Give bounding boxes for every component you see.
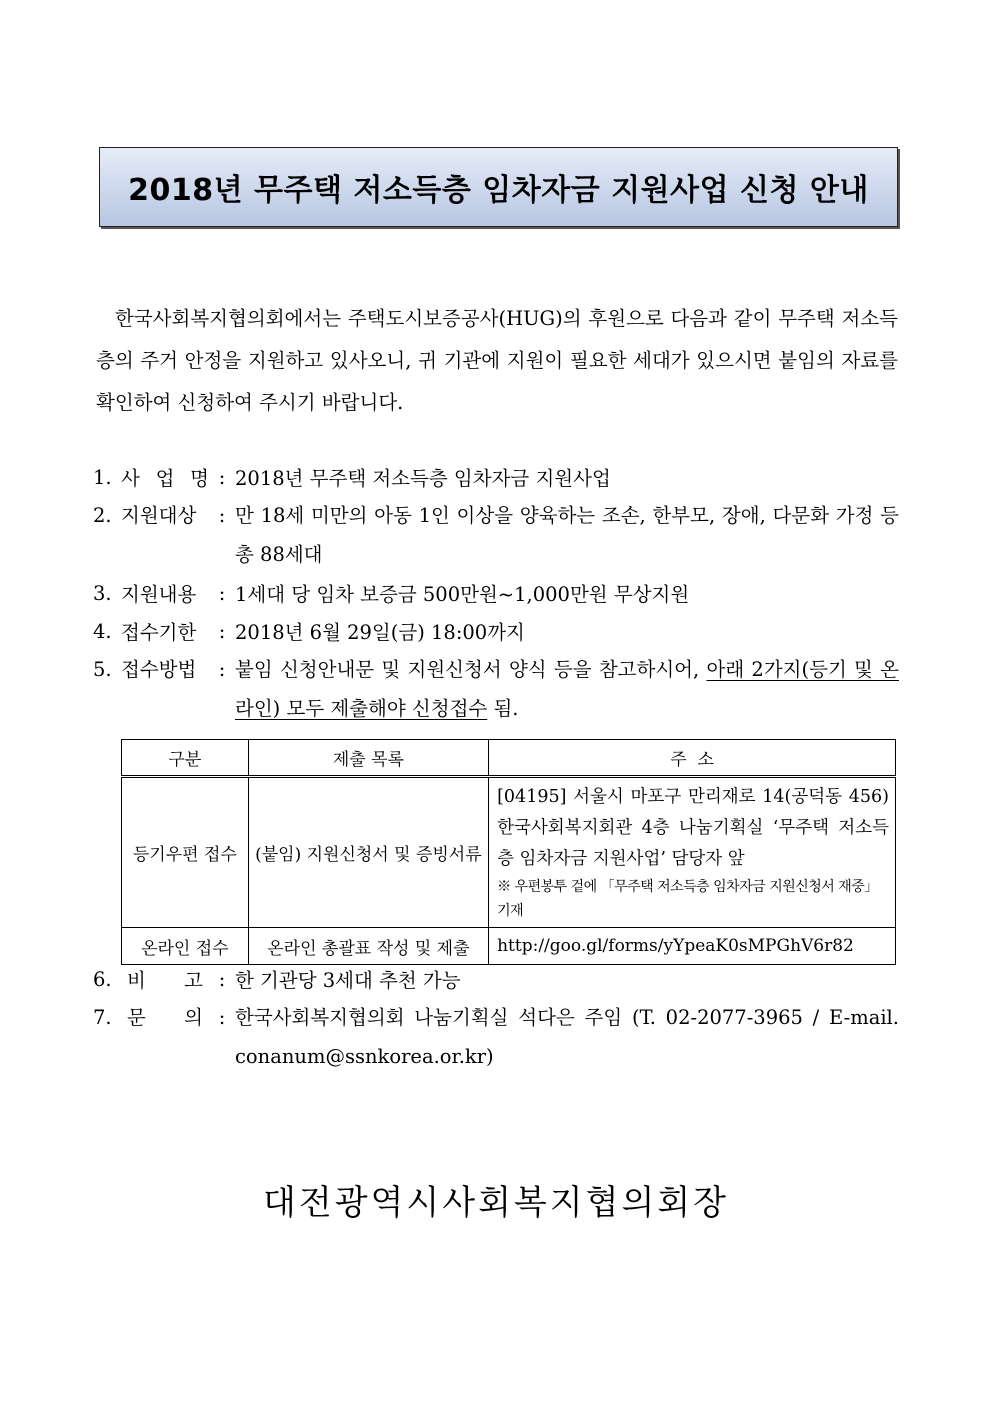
info-label: 접수기한 bbox=[121, 621, 197, 644]
table-cell: 온라인 접수 bbox=[122, 928, 249, 965]
table-header: 구분 bbox=[122, 740, 249, 777]
submission-table bbox=[121, 739, 896, 965]
table-header: 제출 목록 bbox=[248, 740, 488, 777]
info-value: 한 기관당 3세대 추천 가능 bbox=[235, 969, 461, 992]
table-header: 주 소 bbox=[489, 740, 896, 777]
page-title: 2018년 무주택 저소득층 임차자금 지원사업 신청 안내 bbox=[128, 173, 869, 208]
info-value: 붙임 신청안내문 및 지원신청서 양식 등을 참고하시어, 아래 2가지(등기 및 온라인) 모두 제출해야 신청접수 됨. bbox=[235, 658, 899, 720]
info-value: 한국사회복지협의회 나눔기획실 석다은 주임 (T. 02-2077-3965 / E-mail. conanum@ssnkorea.or.kr) bbox=[235, 1006, 899, 1068]
info-label: 비 고 bbox=[127, 969, 203, 992]
info-label: 접수방법 bbox=[121, 658, 197, 681]
underlined-requirement: 아래 2가지(등기 및 온라인) 모두 제출해야 신청접수 bbox=[235, 658, 899, 720]
info-value: 2018년 6월 29일(금) 18:00까지 bbox=[235, 621, 525, 644]
info-item-contact: 7. 문 의 : 한국사회복지협의회 나눔기획실 석다은 주임 (T. 02-2077-3965 / E-mail. conanum@ssnkorea.or.kr) bbox=[93, 998, 899, 1076]
table-cell-address: [04195] 서울시 마포구 만리재로 14(공덕동 456) 한국사회복지회관 4층 나눔기획실 ‘무주택 저소득층 임차자금 지원사업’ 담당자 앞 ※ 우편봉투 겉에 「무주택 저소득층 임차자금 지원신청서 재중」 기재 bbox=[489, 777, 896, 928]
table-row bbox=[122, 928, 896, 965]
online-form-link[interactable]: http://goo.gl/forms/yYpeaK0sMPGhV6r82 bbox=[489, 928, 896, 965]
intro-paragraph: 한국사회복지협의회에서는 주택도시보증공사(HUG)의 후원으로 다음과 같이 무주택 저소득층의 주거 안정을 지원하고 있사오니, 귀 기관에 지원이 필요한 세대가 있으시면 붙임의 자료를 확인하여 신청하여 주시기 바랍니다. bbox=[96, 307, 898, 414]
info-value: 1세대 당 임차 보증금 500만원~1,000만원 무상지원 bbox=[235, 583, 690, 606]
info-label: 지원내용 bbox=[121, 583, 197, 606]
info-value: 만 18세 미만의 아동 1인 이상을 양육하는 조손, 한부모, 장애, 다문화 가정 등 총 88세대 bbox=[235, 504, 899, 566]
issuer-signature: 대전광역시사회복지협의회장 bbox=[263, 1183, 729, 1223]
table-cell: (붙임) 지원신청서 및 증빙서류 bbox=[248, 777, 488, 928]
table-header-row bbox=[122, 740, 896, 777]
info-label: 문 의 bbox=[127, 1006, 203, 1029]
info-item-deadline: 4. 접수기한 : 2018년 6월 29일(금) 18:00까지 bbox=[93, 612, 899, 650]
info-label: 지원대상 bbox=[121, 504, 197, 527]
table-cell: 온라인 총괄표 작성 및 제출 bbox=[248, 928, 488, 965]
title-box bbox=[99, 147, 898, 227]
table-row bbox=[122, 777, 896, 928]
info-list bbox=[93, 458, 899, 728]
info-label: 사 업 명 bbox=[121, 467, 209, 490]
table-cell: 등기우편 접수 bbox=[122, 777, 249, 928]
info-item-remarks: 6. 비 고 : 한 기관당 3세대 추천 가능 bbox=[93, 960, 899, 998]
info-item-target: 2. 지원대상 : 만 18세 미만의 아동 1인 이상을 양육하는 조손, 한부모, 장애, 다문화 가정 등 총 88세대 bbox=[93, 496, 899, 574]
info-value: 2018년 무주택 저소득층 임차자금 지원사업 bbox=[235, 467, 611, 490]
info-list-2 bbox=[93, 960, 899, 1076]
info-item-method: 5. 접수방법 : 붙임 신청안내문 및 지원신청서 양식 등을 참고하시어, 아래 2가지(등기 및 온라인) 모두 제출해야 신청접수 됨. bbox=[93, 650, 899, 728]
info-item-content: 3. 지원내용 : 1세대 당 임차 보증금 500만원~1,000만원 무상지원 bbox=[93, 574, 899, 612]
address-note: ※ 우편봉투 겉에 「무주택 저소득층 임차자금 지원신청서 재중」 기재 bbox=[497, 879, 878, 919]
info-item-business-name: 1. 사 업 명 : 2018년 무주택 저소득층 임차자금 지원사업 bbox=[93, 458, 899, 496]
